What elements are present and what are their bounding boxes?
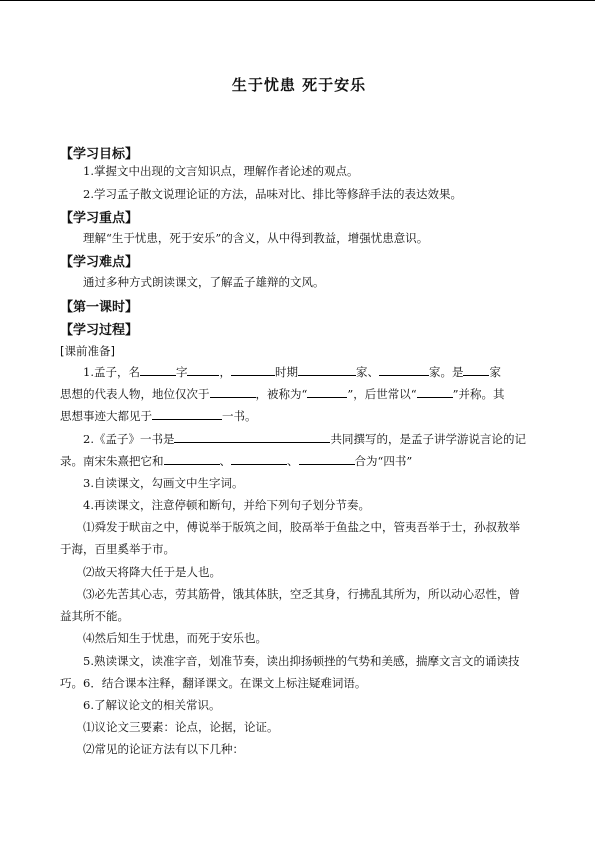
blank-identity-1[interactable] [298,363,356,376]
q1-text: ， [219,365,231,379]
objective-1: 1.掌握文中出现的文言知识点，理解作者论述的观点。 [83,164,359,178]
section-objectives: 【学习目标】 [60,147,139,162]
section-focus: 【学习重点】 [60,211,139,226]
q1-text: 一书。 [222,409,257,423]
blank-ranked-after[interactable] [210,385,256,398]
prep-q4-sentence-3a: ⑶必先苦其心志，劳其筋骨，饿其体肤，空乏其身，行拂乱其所为，所以动心忍性，曾 [83,587,520,601]
q1-text: 1.孟子，名 [83,365,140,379]
page-title: 生于忧患 死于安乐 [231,76,367,94]
prep-q1-line1 [60,361,538,383]
blank-book-1[interactable] [164,452,220,465]
q1-text: 字 [175,365,188,379]
prep-q3: 3.自读课文，勾画文中生字词。 [83,476,244,490]
prep-q1-line2 [60,383,538,405]
section-prep: [课前准备] [60,344,115,358]
prep-q4-sentence-3b: 益其所不能。 [60,609,129,623]
q1-text: 家。是 [428,365,464,379]
prep-q2-line1 [60,428,538,450]
blank-book-2[interactable] [231,452,287,465]
blank-identity-2[interactable] [379,363,429,376]
q2-text: 共同撰写的，是孟子讲学游说言论的记 [330,432,526,446]
blank-book-3[interactable] [299,452,355,465]
blank-book[interactable] [152,407,222,420]
prep-q4-sentence-4: ⑷然后知生于忧患，而死于安乐也。 [83,631,267,645]
q1-text: 家 [489,365,501,379]
q2-text: 录。南宋朱熹把它和 [60,454,164,468]
q1-text: 思想的代表人物，地位仅次于 [60,387,210,401]
difficulty-text: 通过多种方式朗读课文，了解孟子雄辩的文风。 [83,275,325,289]
prep-q4-sentence-1a: ⑴舜发于畎亩之中，傅说举于版筑之间，胶鬲举于鱼盐之中，管夷吾举于士，孙叔敖举 [83,520,520,534]
section-difficulty: 【学习难点】 [60,255,139,270]
focus-text: 理解“生于忧患，死于安乐”的含义，从中得到教益，增强忧患意识。 [83,231,429,245]
prep-q6-item-2: ⑵常见的论证方法有以下几种： [83,742,244,756]
prep-q4-sentence-2: ⑵故天将降大任于是人也。 [83,565,221,579]
prep-q5-line2: 巧。6．结合课本注释，翻译课文。在课文上标注疑难词语。 [60,676,367,690]
q1-text: ，被称为“ [255,387,308,401]
q1-text: 时期 [274,365,298,379]
objective-2: 2.学习孟子散文说理论证的方法，品味对比、排比等修辞手法的表达效果。 [83,187,462,201]
blank-era[interactable] [231,363,275,376]
q2-text: 、 [287,454,299,468]
blank-authors[interactable] [174,430,330,443]
blank-title[interactable] [307,385,347,398]
blank-name[interactable] [140,363,176,376]
q2-text: 合为“四书” [354,454,413,468]
blank-paired-name[interactable] [417,385,453,398]
prep-q4: 4.再读课文，注意停顿和断句，并给下列句子划分节奏。 [83,498,370,512]
blank-school[interactable] [463,363,489,376]
prep-q6: 6.了解议论文的相关常识。 [83,698,221,712]
q1-text: 思想事迹大都见于 [60,409,152,423]
prep-q6-item-1: ⑴议论文三要素：论点，论据，论证。 [83,720,279,734]
q2-text: 、 [219,454,231,468]
q1-text: ”并称。其 [452,387,505,401]
top-border-line [0,0,595,1]
section-lesson-1: 【第一课时】 [60,300,139,315]
blank-courtesy-name[interactable] [187,363,219,376]
q2-text: 2.《孟子》一书是 [83,432,175,446]
q1-text: 家、 [355,365,379,379]
section-process: 【学习过程】 [60,323,139,338]
prep-q4-sentence-1b: 于海，百里奚举于市。 [60,542,175,556]
prep-q2-line2 [60,450,538,472]
prep-q5-line1: 5.熟读课文，读准字音，划准节奏，读出抑扬顿挫的气势和美感，揣摩文言文的诵读技 [83,654,520,668]
q1-text: ”，后世常以“ [347,387,417,401]
prep-q1-line3 [60,405,538,427]
